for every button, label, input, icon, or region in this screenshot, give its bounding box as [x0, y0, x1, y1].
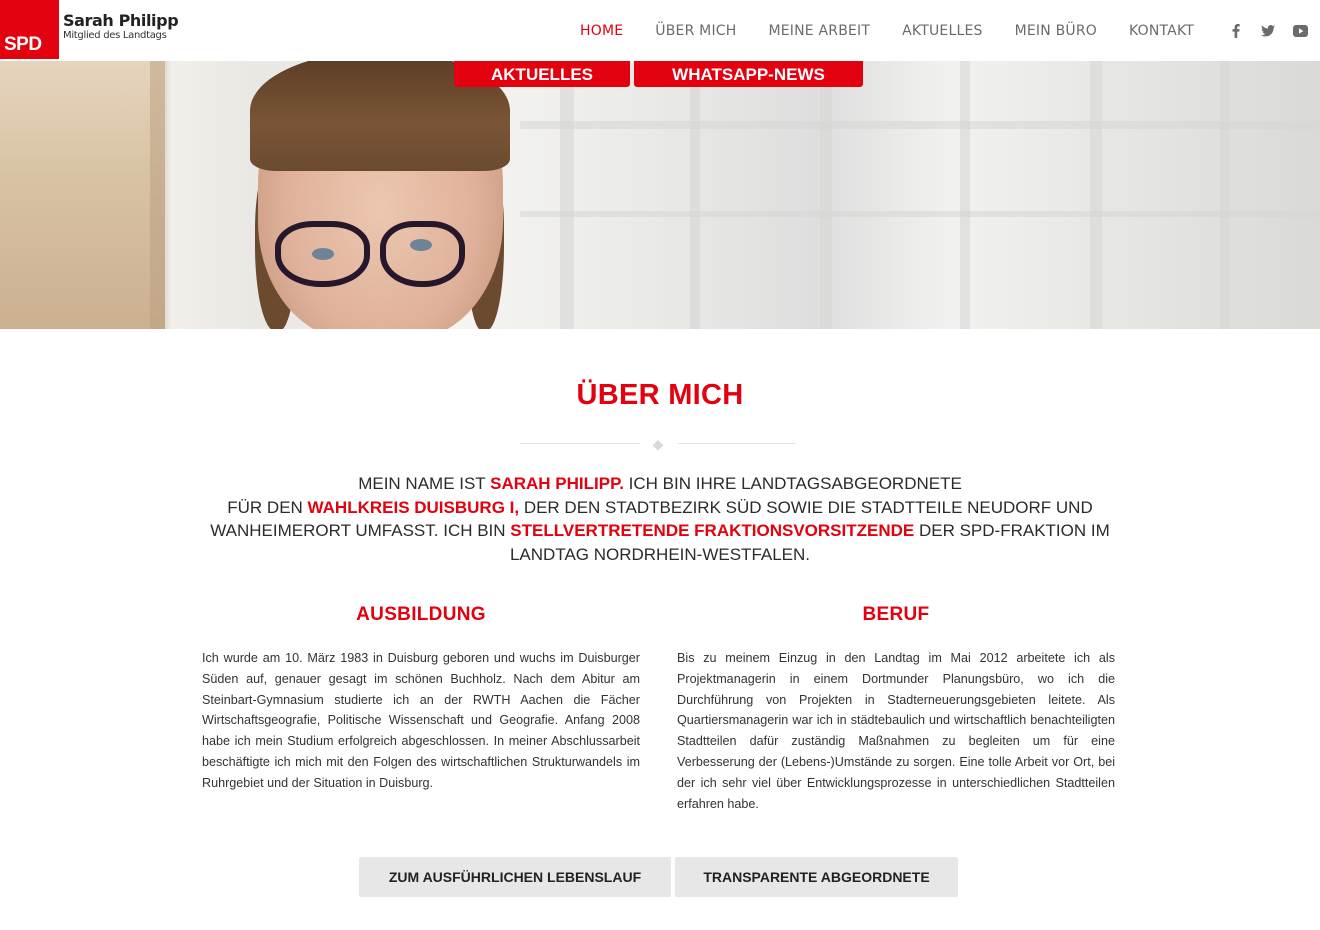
beruf-column	[677, 604, 1115, 814]
beruf-title: BERUF	[862, 604, 930, 625]
nav-item-home[interactable]: HOME	[580, 22, 624, 39]
ausbildung-column	[202, 604, 640, 794]
lebenslauf-button[interactable]: ZUM AUSFÜHRLICHEN LEBENSLAUF	[359, 857, 671, 897]
hero-aktuelles-label: AKTUELLES	[491, 65, 593, 84]
main-nav	[564, 0, 1320, 61]
facebook-icon[interactable]	[1220, 21, 1252, 41]
divider-line	[520, 443, 640, 444]
hero-window-frame	[960, 61, 970, 329]
section-title: ÜBER MICH	[576, 379, 744, 411]
twitter-icon[interactable]	[1252, 21, 1284, 41]
hero-window-frame	[520, 211, 1320, 217]
logo-subtitle: Mitglied des Landtags	[63, 30, 167, 41]
hero-window-frame	[690, 61, 700, 329]
intro-part: FÜR DEN	[227, 497, 308, 517]
hero-background-pillar-shadow	[150, 61, 165, 329]
portrait-glasses	[275, 221, 370, 287]
spd-logo-box	[0, 0, 59, 59]
beruf-text: Bis zu meinem Einzug in den Landtag im Mai 2012 arbeitete ich als Projektmanagerin in einem Dortmunder Planungsbüro, wo ich die Durchführung von Projekten in Stadterneuerungsgebieten leitete. Als Quartiersmanagerin war ich in städtebaulich und wirtschaftlich benachteiligten Stadtteilen dafür zuständig Maßnahmen zu begleiten um für eine Verbesserung der (Lebens-)Umstände zu sorgen. Eine tolle Arbeit vor Ort, bei der ich sehr viel über Entwicklungsprozesse in unterschiedlichen Stadtteilen erfahren habe.	[677, 651, 1115, 811]
transparente-abgeordnete-button[interactable]: TRANSPARENTE ABGEORDNETE	[675, 857, 958, 897]
logo-name: Sarah Philipp	[63, 11, 179, 30]
nav-item-ueber-mich[interactable]: ÜBER MICH	[655, 22, 737, 39]
intro-text	[200, 472, 1120, 566]
intro-highlight-role: STELLVERTRETENDE FRAKTIONSVORSITZENDE	[510, 521, 915, 540]
spd-logo-text: SPD	[4, 34, 42, 55]
about-buttons	[359, 857, 958, 897]
social-links	[1220, 21, 1316, 41]
hero-whatsapp-news-button[interactable]	[634, 61, 863, 87]
hero-window-frame	[520, 121, 1320, 129]
intro-part: DER SPD-FRAKTION IM LANDTAG NORDRHEIN-WESTFALEN.	[509, 521, 1110, 564]
nav-item-meine-arbeit[interactable]: MEINE ARBEIT	[768, 22, 871, 39]
ausbildung-text: Ich wurde am 10. März 1983 in Duisburg geboren und wuchs im Duisburger Süden auf, genauer gesagt im schönen Buchholz. Nach dem Abitur am Steinbart-Gymnasium studierte ich an der RWTH Aachen die Fächer Wirtschaftsgeografie, Politische Wissenschaft und Geografie. Anfang 2008 habe ich mein Studium erfolgreich abgeschlossen. In meiner Abschlussarbeit beschäftigte ich mich mit den Folgen des wirtschaftlichen Strukturwandels im Ruhrgebiet und der Situation in Duisburg.	[202, 651, 640, 790]
intro-highlight-wahlkreis: WAHLKREIS DUISBURG I,	[307, 497, 520, 517]
site-logo[interactable]	[0, 0, 178, 60]
hero-background-pillar	[0, 61, 165, 329]
logo-text	[63, 12, 178, 42]
divider-line	[678, 443, 796, 444]
hero-window-frame	[1220, 61, 1230, 329]
site-header	[0, 0, 1320, 61]
ausbildung-title: AUSBILDUNG	[356, 604, 486, 625]
hero-whatsapp-news-label: WHATSAPP-NEWS	[672, 65, 825, 84]
section-divider	[520, 437, 796, 451]
hero-image	[0, 61, 1320, 329]
intro-part: ICH BIN IHRE LANDTAGSABGEORDNETE	[623, 474, 962, 493]
intro-part: MEIN NAME IST	[358, 474, 491, 493]
hero-window-frame	[820, 61, 832, 329]
nav-item-mein-buero[interactable]: MEIN BÜRO	[1014, 22, 1097, 39]
portrait-glasses	[380, 221, 465, 287]
intro-highlight-name: SARAH PHILIPP.	[490, 474, 624, 493]
hero-aktuelles-button[interactable]	[454, 61, 630, 87]
intro-part: DER DEN STADTBEZIRK SÜD SOWIE DIE STADTTEILE NEUDORF UND WANHEIMERORT UMFASST. ICH BIN	[210, 497, 1093, 540]
nav-item-aktuelles[interactable]: AKTUELLES	[902, 22, 983, 39]
nav-item-kontakt[interactable]: KONTAKT	[1129, 22, 1194, 39]
hero-window-frame	[560, 61, 574, 329]
divider-ornament-icon: ◆	[652, 436, 664, 452]
youtube-icon[interactable]	[1284, 21, 1316, 41]
hero-window-frame	[1090, 61, 1102, 329]
hero-buttons	[454, 61, 863, 87]
